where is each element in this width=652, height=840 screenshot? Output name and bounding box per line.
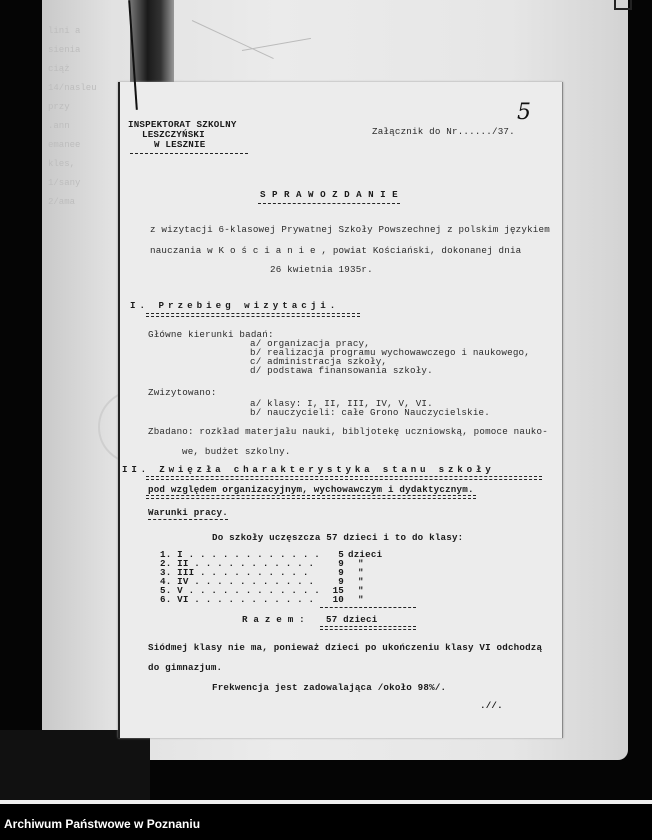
corner-mark-icon (614, 0, 632, 10)
class-row-label: 1. I . . . . . . . . . . . . (160, 549, 320, 560)
dark-scan-edge (0, 730, 150, 800)
title-underline (258, 203, 400, 204)
handwritten-page-number: 5 (517, 100, 531, 125)
intro-line-1: z wizytacji 6-klasowej Prywatnej Szkoły Powszechnej z polskim językiem (150, 224, 550, 235)
main-directions-label: Główne kierunki badań: (148, 329, 274, 340)
section-2-double-underline-2 (146, 495, 476, 499)
class-row-label: 4. IV . . . . . . . . . . . (160, 576, 315, 587)
section-2-double-underline-1 (146, 476, 542, 480)
attachment-reference: Załącznik do Nr....../37. (372, 126, 515, 137)
class-row-unit: " (358, 567, 364, 578)
direction-item-d: d/ podstawa finansowania szkoły. (250, 365, 433, 376)
class-row-label: 2. II . . . . . . . . . . . (160, 558, 315, 569)
class-row-count: 9 (338, 576, 344, 587)
direction-item-c: c/ administracja szkoły, (250, 356, 388, 367)
class-row-label: 5. V . . . . . . . . . . . . (160, 585, 320, 596)
note-line-2: do gimnazjum. (148, 662, 223, 673)
total-separator (320, 607, 416, 608)
header-underline (130, 153, 248, 154)
attendance-rate: Frekwencja jest zadowalająca /około 98%/. (212, 682, 447, 693)
report-page (118, 82, 563, 738)
header-office-line1: INSPEKTORAT SZKOLNY (128, 119, 237, 130)
header-office-line2: LESZCZYŃSKI (142, 129, 205, 140)
section-1-double-underline (146, 313, 360, 317)
class-row-unit: " (358, 576, 364, 587)
work-conditions-subheading: Warunki pracy. (148, 507, 228, 518)
intro-line-2: nauczania w K o ś c i a n i e , powiat Kościański, dokonanej dnia (150, 245, 522, 256)
class-row-label: 3. III . . . . . . . . . . (160, 567, 309, 578)
note-line-1: Siódmej klasy nie ma, ponieważ dzieci po ukończeniu klasy VI odchodzą (148, 642, 543, 653)
attendance-intro: Do szkoły uczęszcza 57 dzieci i to do klasy: (212, 532, 464, 543)
class-row-count: 5 (338, 549, 344, 560)
class-row-count: 15 (332, 585, 344, 596)
folded-paper-shadow (130, 0, 174, 82)
class-row-unit: dzieci (348, 549, 383, 560)
class-row-unit: " (358, 558, 364, 569)
total-double-underline (320, 626, 416, 630)
section-2-heading-line2: pod względem organizacyjnym, wychowawczym i dydaktycznym. (148, 484, 474, 495)
archive-name: Archiwum Państwowe w Poznaniu (4, 817, 201, 831)
section-2-heading-line1: II. Zwięzła charakterystyka stanu szkoły (122, 464, 495, 475)
total-label: R a z e m : (242, 614, 305, 625)
footer (0, 804, 652, 840)
examined-line-1: Zbadano: rozkład materjału nauki, bibljotekę uczniowską, pomoce nauko- (148, 426, 548, 437)
intro-line-3: 26 kwietnia 1935r. (270, 264, 373, 275)
class-row-count: 9 (338, 567, 344, 578)
end-mark: .//. (480, 700, 503, 711)
class-row-unit: " (358, 585, 364, 596)
class-row-count: 10 (332, 594, 344, 605)
examined-line-2: we, budżet szkolny. (182, 446, 291, 457)
bleed-through-text: lini a sienia ciąż 14/nasleu przy .ann emanee kles, 1/sany 2/ama (48, 26, 97, 207)
class-row-count: 9 (338, 558, 344, 569)
total-value: 57 dzieci (326, 614, 378, 625)
class-row-unit: " (358, 594, 364, 605)
direction-item-a: a/ organizacja pracy, (250, 338, 370, 349)
section-1-heading: I. Przebieg wizytacji. (130, 300, 340, 311)
visited-item-a: a/ klasy: I, II, III, IV, V, VI. (250, 398, 433, 409)
visited-label: Zwizytowano: (148, 387, 217, 398)
subheading-underline (148, 519, 228, 520)
class-row-label: 6. VI . . . . . . . . . . . (160, 594, 315, 605)
direction-item-b: b/ realizacja programu wychowawczego i naukowego, (250, 347, 530, 358)
visited-item-b: b/ nauczycieli: całe Grono Nauczycielskie. (250, 407, 490, 418)
header-office-line3: W LESZNIE (154, 139, 206, 150)
report-title: SPRAWOZDANIE (260, 189, 405, 200)
